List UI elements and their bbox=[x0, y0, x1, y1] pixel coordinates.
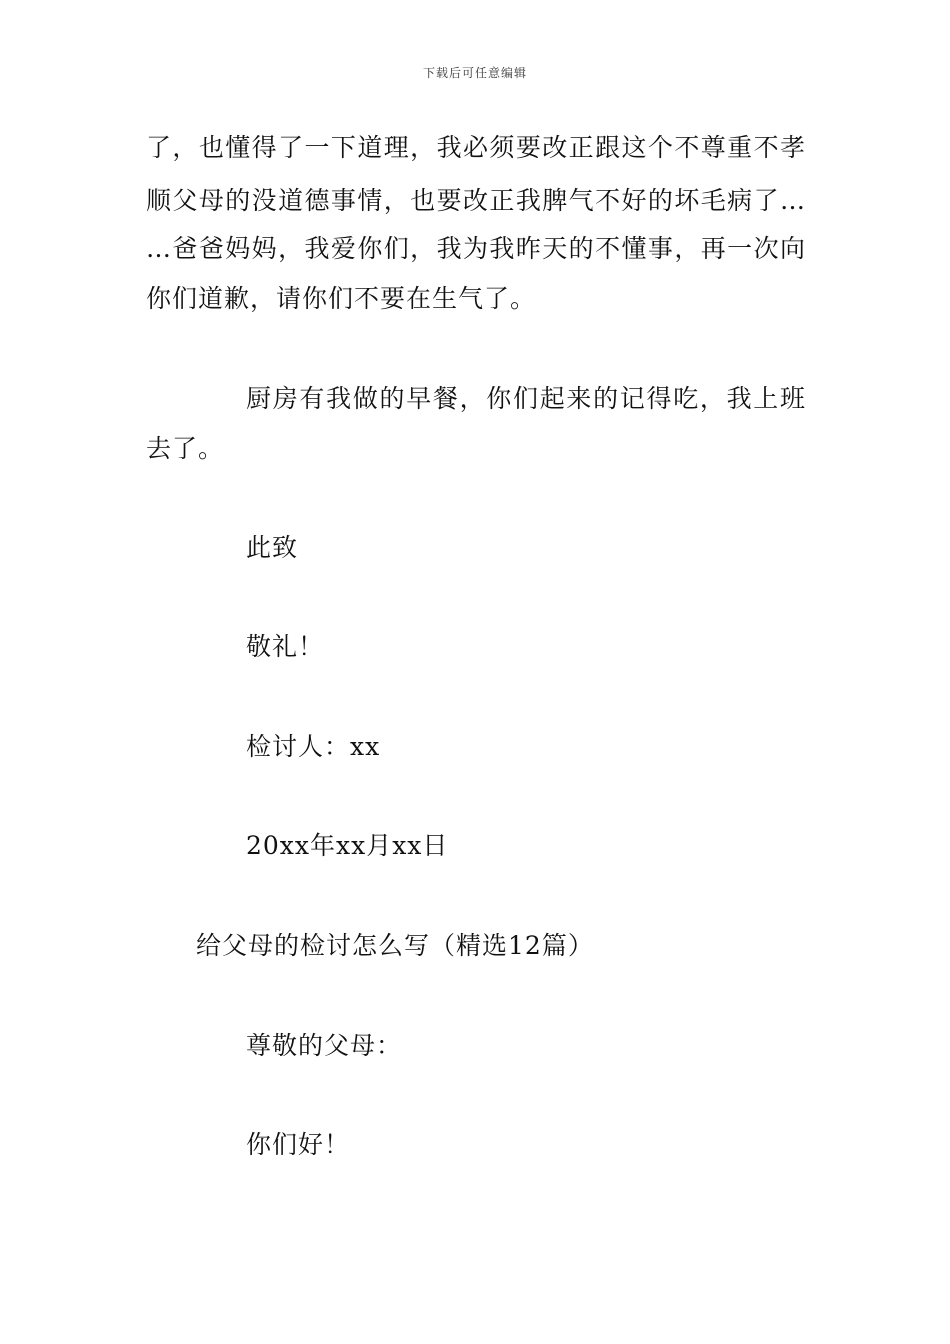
paragraph-line: 厨房有我做的早餐，你们起来的记得吃，我上班 bbox=[246, 384, 806, 413]
section-title: 给父母的检讨怎么写（精选12篇） bbox=[196, 931, 594, 960]
paragraph-line: 了，也懂得了一下道理，我必须要改正跟这个不尊重不孝 bbox=[146, 133, 806, 162]
signer-line: 检讨人：xx bbox=[246, 732, 381, 761]
date-line: 20xx年xx月xx日 bbox=[246, 831, 449, 860]
page-header-note: 下载后可任意编辑 bbox=[422, 66, 527, 80]
closing-ci-zhi: 此致 bbox=[246, 533, 299, 562]
salutation-line: 尊敬的父母： bbox=[246, 1031, 403, 1060]
paragraph-line: …爸爸妈妈，我爱你们，我为我昨天的不懂事，再一次向 bbox=[146, 234, 806, 263]
paragraph-line: 你们道歉，请你们不要在生气了。 bbox=[146, 284, 537, 313]
greeting-line: 你们好！ bbox=[246, 1130, 351, 1159]
closing-jing-li: 敬礼！ bbox=[246, 632, 325, 661]
paragraph-line: 去了。 bbox=[146, 434, 225, 463]
paragraph-line: 顺父母的没道德事情，也要改正我脾气不好的坏毛病了… bbox=[146, 186, 806, 215]
